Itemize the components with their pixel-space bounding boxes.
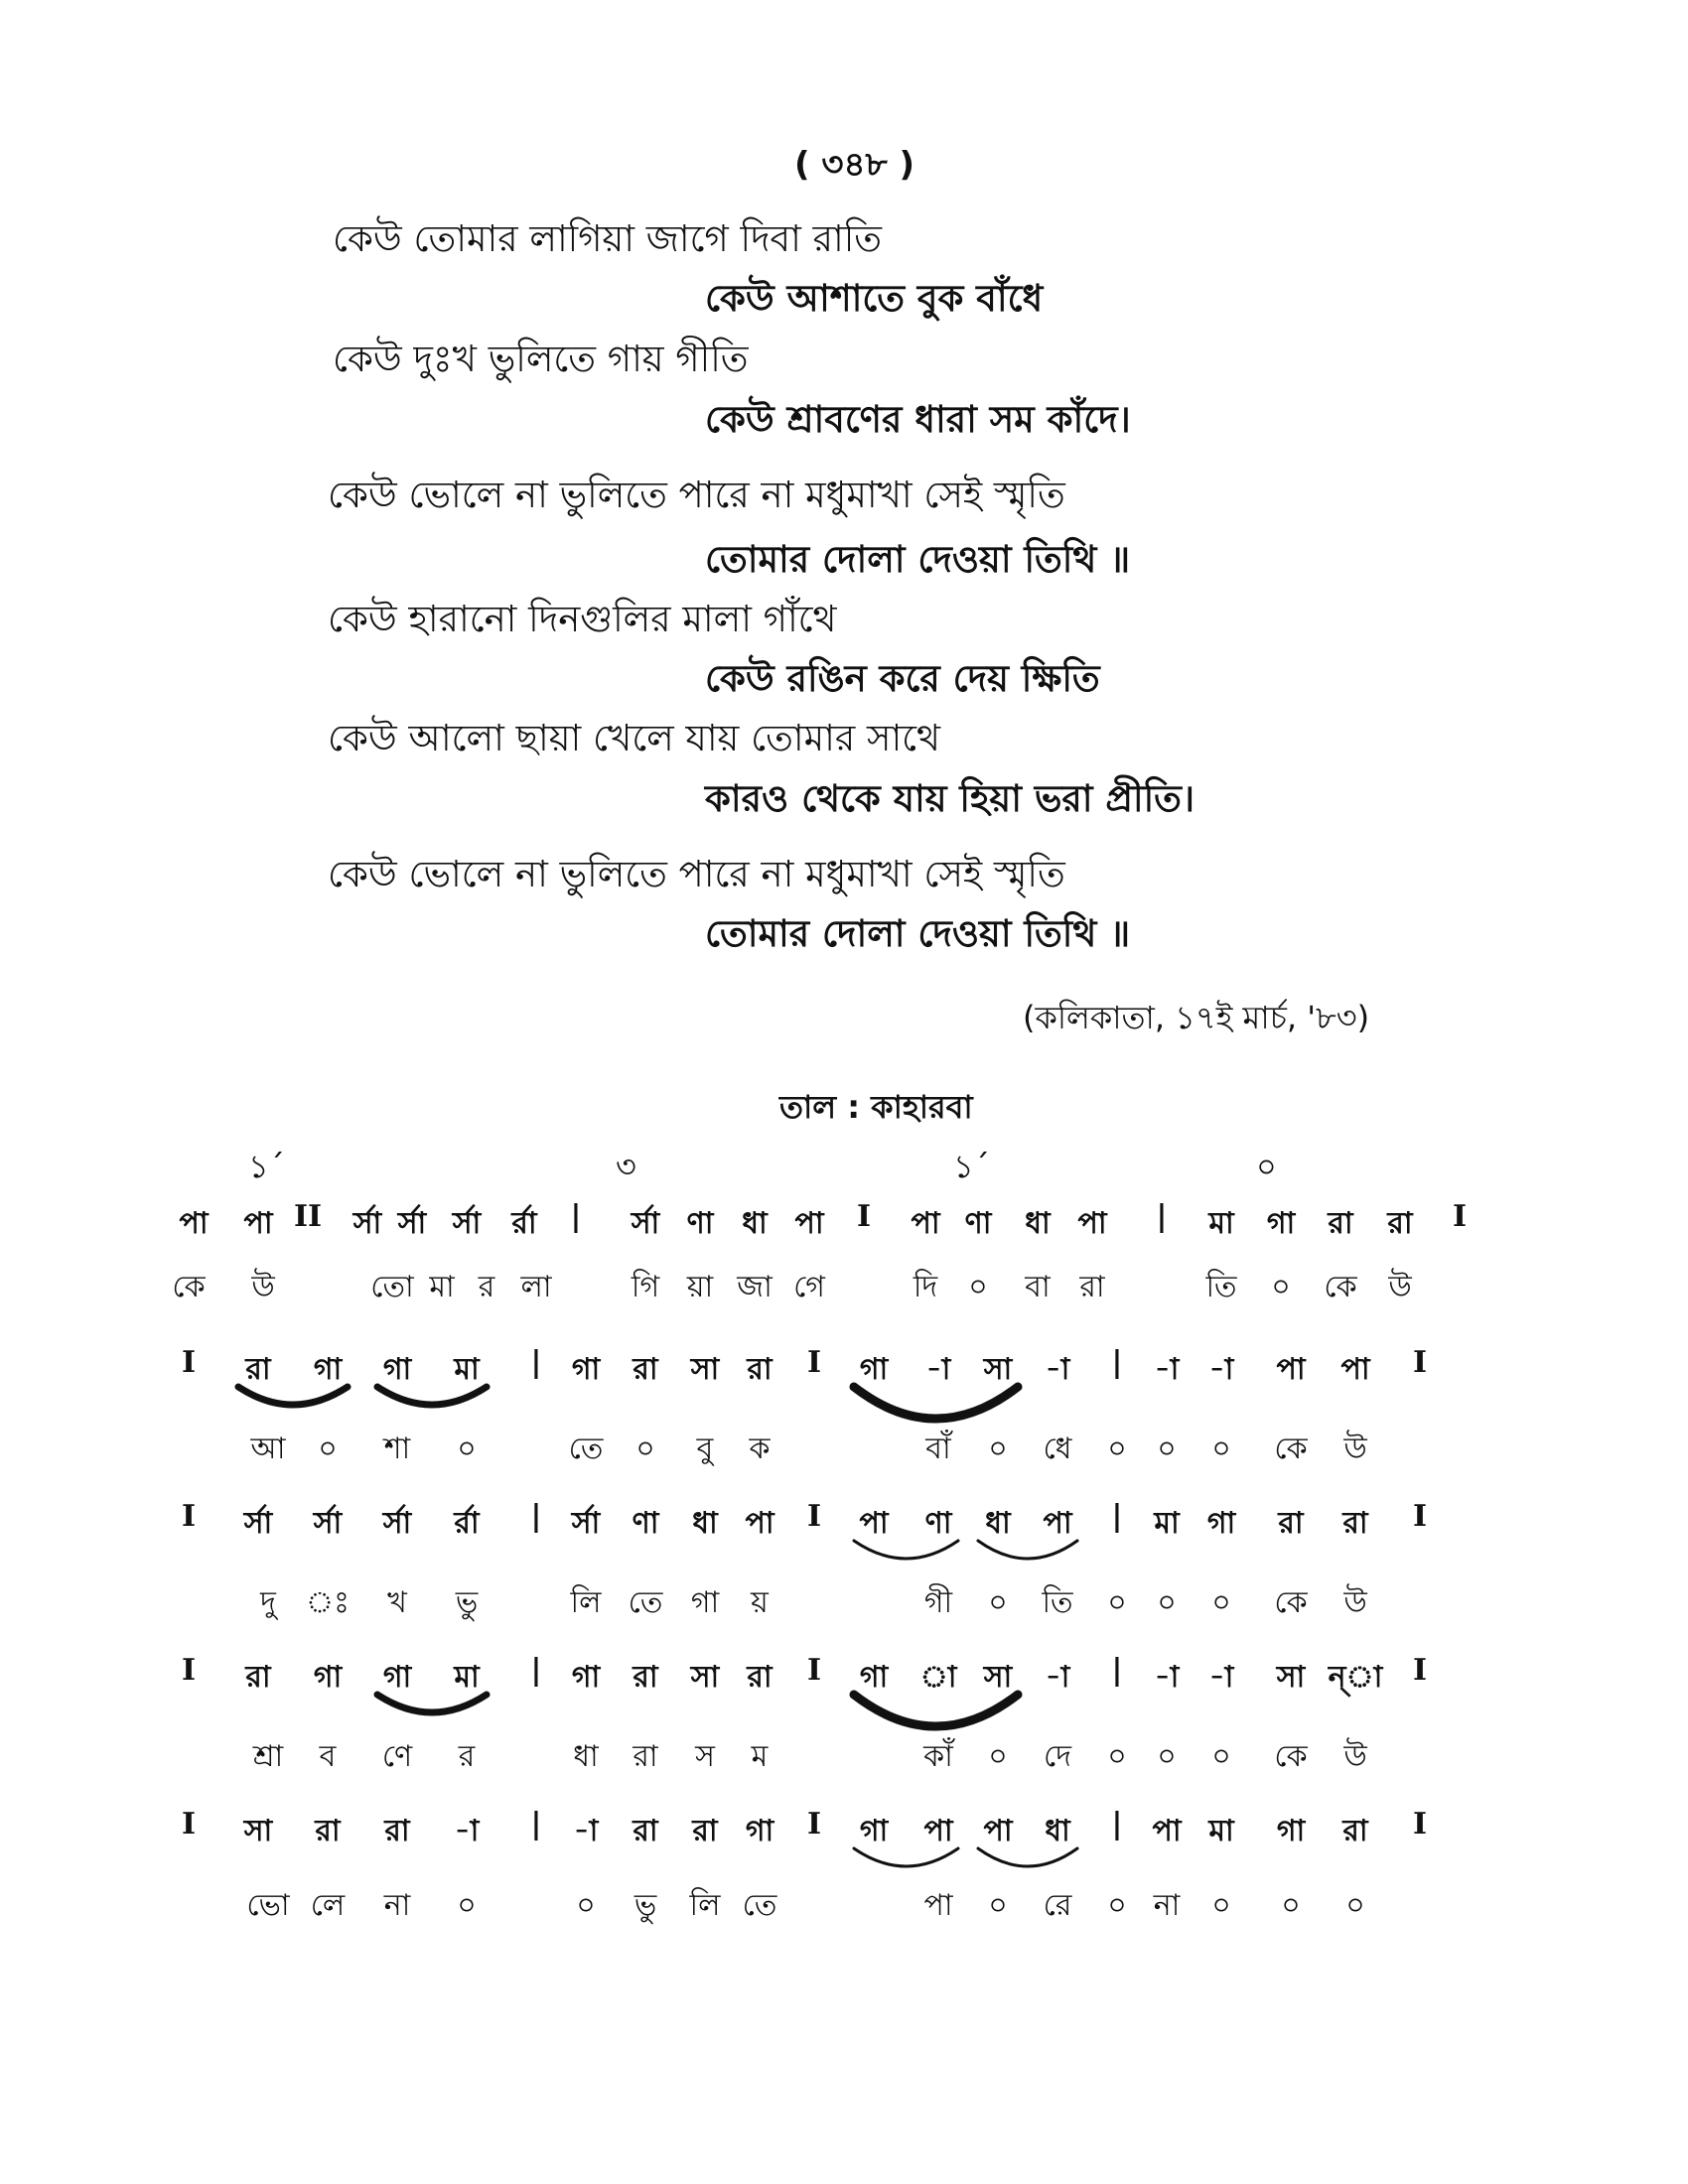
swara-note: রা	[245, 1660, 271, 1695]
swara-note: র্সা	[631, 1206, 660, 1241]
swara-note: গা	[859, 1814, 889, 1848]
swara-note: র্সা	[397, 1206, 427, 1241]
swara-note: -া	[454, 1814, 480, 1848]
swara-note: পা	[179, 1206, 209, 1241]
bar-line: I	[1412, 1345, 1428, 1380]
swara-note: সা	[690, 1352, 720, 1387]
swara-note: রা	[747, 1660, 773, 1695]
bar-line: I	[806, 1807, 822, 1842]
lyric-line: কেউ রঙিন করে দেয় ক্ষিতি	[705, 657, 1100, 700]
bani-syllable: ব	[319, 1739, 337, 1774]
swara-note: রা	[1342, 1814, 1368, 1848]
lyric-line: তোমার দোলা দেওয়া তিথি ॥	[705, 538, 1131, 581]
swara-note: র্সা	[243, 1506, 273, 1541]
lyric-line: কেউ তোমার লাগিয়া জাগে দিবা রাতি	[333, 217, 883, 260]
bani-row	[0, 1732, 1688, 1776]
bani-row	[0, 1881, 1688, 1925]
beat-mark: ১´	[953, 1148, 990, 1185]
bani-syllable: ভো	[246, 1888, 290, 1923]
bani-syllable: ০	[1211, 1739, 1231, 1774]
swara-note: গা	[859, 1660, 889, 1695]
bani-row	[0, 1578, 1688, 1622]
bani-syllable: ০	[988, 1888, 1008, 1923]
swara-note: গা	[745, 1814, 774, 1848]
bani-syllable: ০	[988, 1585, 1008, 1620]
swara-row	[0, 1653, 1688, 1697]
swara-note: পা	[859, 1506, 889, 1541]
bani-syllable: রা	[1079, 1270, 1105, 1304]
lyric-line: কেউ হারানো দিনগুলির মালা গাঁথে	[328, 598, 837, 640]
swara-note: ধা	[1045, 1814, 1070, 1848]
swara-note: ধা	[985, 1506, 1011, 1541]
bar-line: |	[1111, 1653, 1123, 1688]
swara-note: রা	[245, 1352, 271, 1387]
swara-note: গা	[382, 1352, 412, 1387]
swara-note: -া	[1045, 1660, 1070, 1695]
bar-line: I	[806, 1499, 822, 1534]
swara-note: পা	[1077, 1206, 1107, 1241]
bani-syllable: ০	[1271, 1270, 1291, 1304]
swara-note: ধা	[692, 1506, 718, 1541]
swara-note: গা	[313, 1352, 343, 1387]
bani-syllable: মা	[429, 1270, 455, 1304]
bani-row	[0, 1425, 1688, 1468]
swara-note: র্সা	[382, 1506, 412, 1541]
bani-syllable: ০	[988, 1432, 1008, 1466]
swara-note: পা	[1340, 1352, 1370, 1387]
lyric-line: কারও থেকে যায় হিয়া ভরা প্রীতি।	[705, 777, 1196, 820]
swara-note: ধা	[742, 1206, 768, 1241]
page-number: ( ৩৪৮ )	[794, 145, 914, 185]
swara-note: পা	[745, 1506, 774, 1541]
swara-note: র্সা	[352, 1206, 382, 1241]
bar-line: I	[806, 1345, 822, 1380]
swara-note: মা	[1208, 1206, 1234, 1241]
swara-note: পা	[1043, 1506, 1072, 1541]
bani-syllable: দি	[913, 1270, 938, 1304]
swara-note: রা	[633, 1352, 658, 1387]
bar-line: I	[181, 1499, 197, 1534]
bani-syllable: ০	[635, 1432, 655, 1466]
bani-syllable: ০	[1107, 1888, 1127, 1923]
swara-note: রা	[315, 1814, 341, 1848]
bani-syllable: উ	[1343, 1739, 1367, 1774]
swara-note: রা	[747, 1352, 773, 1387]
swara-note: গা	[571, 1660, 601, 1695]
bani-syllable: তি	[1205, 1270, 1237, 1304]
bani-syllable: বু	[696, 1432, 714, 1466]
bani-row	[0, 1263, 1688, 1306]
bani-syllable: ০	[1107, 1585, 1127, 1620]
bani-syllable: ধা	[573, 1739, 599, 1774]
swara-note: -া	[1208, 1660, 1234, 1695]
swara-note: রা	[1278, 1506, 1304, 1541]
swara-row	[0, 1345, 1688, 1389]
bani-syllable: ০	[1211, 1585, 1231, 1620]
swara-note: গা	[1276, 1814, 1306, 1848]
bar-line: I	[1452, 1199, 1468, 1234]
swara-note: গা	[859, 1352, 889, 1387]
bani-syllable: জা	[737, 1270, 773, 1304]
bani-syllable: গি	[631, 1270, 660, 1304]
bani-syllable: তে	[742, 1888, 777, 1923]
bani-syllable: বা	[1025, 1270, 1051, 1304]
bani-syllable: ০	[1157, 1585, 1177, 1620]
bani-syllable: তে	[628, 1585, 663, 1620]
bar-line: |	[530, 1807, 542, 1842]
bani-syllable: রে	[1043, 1888, 1072, 1923]
bar-line: I	[181, 1653, 197, 1688]
bani-syllable: না	[1153, 1888, 1181, 1923]
bani-syllable: ০	[1211, 1888, 1231, 1923]
bar-line: II	[293, 1199, 323, 1234]
swara-note: পা	[1276, 1352, 1306, 1387]
bani-syllable: কে	[1274, 1739, 1308, 1774]
bani-syllable: তো	[370, 1270, 414, 1304]
taal-heading: তাল : কাহারবা	[779, 1088, 973, 1126]
bani-syllable: দু	[260, 1585, 276, 1620]
lyric-line: কেউ ভোলে না ভুলিতে পারে না মধুমাখা সেই স্মৃতি	[328, 853, 1065, 895]
swara-note: পা	[1152, 1814, 1182, 1848]
swara-note: র্রা	[511, 1206, 537, 1241]
bani-syllable: ০	[1281, 1888, 1301, 1923]
swara-note: মা	[1154, 1506, 1180, 1541]
swara-note: পা	[911, 1206, 940, 1241]
bani-syllable: র	[458, 1739, 476, 1774]
bani-syllable: উ	[1388, 1270, 1412, 1304]
bani-syllable: ভু	[633, 1888, 657, 1923]
bani-syllable: কে	[1274, 1432, 1308, 1466]
bani-syllable: উ	[1343, 1585, 1367, 1620]
swara-note: রা	[633, 1660, 658, 1695]
bar-line: I	[181, 1807, 197, 1842]
beat-mark: ১´	[248, 1148, 285, 1185]
swara-note: গা	[571, 1352, 601, 1387]
bani-syllable: শা	[383, 1432, 411, 1466]
lyric-line: কেউ শ্রাবণের ধারা সম কাঁদে।	[705, 398, 1131, 441]
swara-note: ণা	[632, 1506, 659, 1541]
swara-note: মা	[1208, 1814, 1234, 1848]
lyric-line: কেউ ভোলে না ভুলিতে পারে না মধুমাখা সেই স্মৃতি	[328, 474, 1065, 516]
bani-syllable: গা	[690, 1585, 720, 1620]
swara-note: পা	[243, 1206, 273, 1241]
bani-syllable: গী	[923, 1585, 953, 1620]
swara-note: া	[919, 1660, 957, 1695]
bani-syllable: ণে	[381, 1739, 413, 1774]
swara-note: সা	[983, 1660, 1013, 1695]
swara-note: রা	[1328, 1206, 1353, 1241]
bar-line: I	[1412, 1499, 1428, 1534]
swara-note: ণা	[924, 1506, 952, 1541]
bani-syllable: খ	[387, 1585, 407, 1620]
bani-syllable: য়	[751, 1585, 769, 1620]
bar-line: |	[1156, 1199, 1168, 1234]
swara-note: ন্‌া	[1328, 1660, 1383, 1695]
swara-note: সা	[1276, 1660, 1306, 1695]
bani-syllable: কে	[1324, 1270, 1357, 1304]
bani-syllable: ক	[749, 1432, 771, 1466]
bani-syllable: তে	[568, 1432, 604, 1466]
swara-note: র্সা	[452, 1206, 482, 1241]
bani-syllable: উ	[251, 1270, 275, 1304]
swara-note: গা	[313, 1660, 343, 1695]
swara-note: -া	[1045, 1352, 1070, 1387]
swara-note: ণা	[964, 1206, 992, 1241]
bani-syllable: য়া	[686, 1270, 714, 1304]
bani-syllable: ০	[1211, 1432, 1231, 1466]
swara-note: পা	[923, 1814, 953, 1848]
bani-syllable: দে	[1044, 1739, 1071, 1774]
bani-syllable: ০	[1345, 1888, 1365, 1923]
bani-syllable: ০	[576, 1888, 596, 1923]
bar-line: |	[570, 1199, 582, 1234]
swara-note: সা	[983, 1352, 1013, 1387]
bani-syllable: ০	[1157, 1432, 1177, 1466]
bani-syllable: কে	[1274, 1585, 1308, 1620]
date-line: (কলিকাতা, ১৭ই মার্চ, '৮৩)	[1023, 999, 1370, 1036]
swara-note: -া	[1154, 1660, 1180, 1695]
lyric-line: কেউ দুঃখ ভুলিতে গায় গীতি	[333, 338, 749, 380]
bar-line: |	[1111, 1499, 1123, 1534]
bani-syllable: ০	[457, 1432, 477, 1466]
bani-syllable: ০	[1107, 1739, 1127, 1774]
bani-syllable: কাঁ	[923, 1739, 953, 1774]
swara-note: পা	[983, 1814, 1013, 1848]
swara-row	[0, 1199, 1688, 1243]
bani-syllable: স	[695, 1739, 715, 1774]
swara-note: রা	[1342, 1506, 1368, 1541]
bani-syllable: ঃ	[305, 1585, 351, 1620]
swara-note: রা	[692, 1814, 718, 1848]
swara-note: -া	[573, 1814, 599, 1848]
bani-syllable: না	[383, 1888, 411, 1923]
lyric-line: তোমার দোলা দেওয়া তিথি ॥	[705, 912, 1131, 955]
lyric-line: কেউ আলো ছায়া খেলে যায় তোমার সাথে	[328, 717, 941, 759]
beat-mark: ০	[1256, 1148, 1277, 1185]
bani-syllable: ধে	[1043, 1432, 1072, 1466]
bani-syllable: লে	[310, 1888, 346, 1923]
bar-line: I	[856, 1199, 872, 1234]
lyric-line: কেউ আশাতে বুক বাঁধে	[705, 277, 1044, 320]
bani-syllable: লি	[570, 1585, 602, 1620]
bani-syllable: ০	[1157, 1739, 1177, 1774]
bani-syllable: র	[478, 1270, 495, 1304]
bar-line: |	[530, 1499, 542, 1534]
bani-syllable: ০	[1107, 1432, 1127, 1466]
swara-note: ধা	[1025, 1206, 1051, 1241]
swara-row	[0, 1807, 1688, 1850]
swara-note: -া	[1208, 1352, 1234, 1387]
bani-syllable: গে	[793, 1270, 825, 1304]
bar-line: I	[1412, 1807, 1428, 1842]
bar-line: |	[1111, 1345, 1123, 1380]
bani-syllable: ০	[318, 1432, 338, 1466]
bani-syllable: তি	[1042, 1585, 1073, 1620]
bani-syllable: শ্রা	[252, 1739, 284, 1774]
swara-note: ণা	[686, 1206, 714, 1241]
bani-syllable: লা	[520, 1270, 552, 1304]
bani-syllable: পা	[923, 1888, 953, 1923]
bani-syllable: বাঁ	[925, 1432, 951, 1466]
bar-line: |	[530, 1653, 542, 1688]
swara-note: গা	[1206, 1506, 1236, 1541]
swara-note: মা	[454, 1660, 480, 1695]
swara-note: গা	[1266, 1206, 1296, 1241]
swara-row	[0, 1499, 1688, 1543]
bani-syllable: কে	[172, 1270, 206, 1304]
bani-syllable: ম	[751, 1739, 769, 1774]
bani-syllable: ভু	[455, 1585, 479, 1620]
beat-mark: ৩	[616, 1148, 636, 1185]
bar-line: I	[181, 1345, 197, 1380]
bar-line: |	[530, 1345, 542, 1380]
swara-note: রা	[384, 1814, 410, 1848]
bani-syllable: লি	[689, 1888, 721, 1923]
swara-note: সা	[243, 1814, 273, 1848]
bani-syllable: ০	[968, 1270, 988, 1304]
swara-note: গা	[382, 1660, 412, 1695]
swara-note: রা	[633, 1814, 658, 1848]
swara-note: র্সা	[313, 1506, 343, 1541]
swara-note: র্রা	[454, 1506, 480, 1541]
swara-note: সা	[690, 1660, 720, 1695]
swara-note: -া	[1154, 1352, 1180, 1387]
bani-syllable: আ	[250, 1432, 286, 1466]
swara-note: -া	[925, 1352, 951, 1387]
bani-syllable: উ	[1343, 1432, 1367, 1466]
swara-note: রা	[1387, 1206, 1413, 1241]
bar-line: I	[806, 1653, 822, 1688]
bar-line: I	[1412, 1653, 1428, 1688]
bar-line: |	[1111, 1807, 1123, 1842]
bani-syllable: ০	[457, 1888, 477, 1923]
swara-note: র্সা	[571, 1506, 601, 1541]
swara-note: পা	[794, 1206, 824, 1241]
bani-syllable: রা	[633, 1739, 658, 1774]
bani-syllable: ০	[988, 1739, 1008, 1774]
swara-note: মা	[454, 1352, 480, 1387]
